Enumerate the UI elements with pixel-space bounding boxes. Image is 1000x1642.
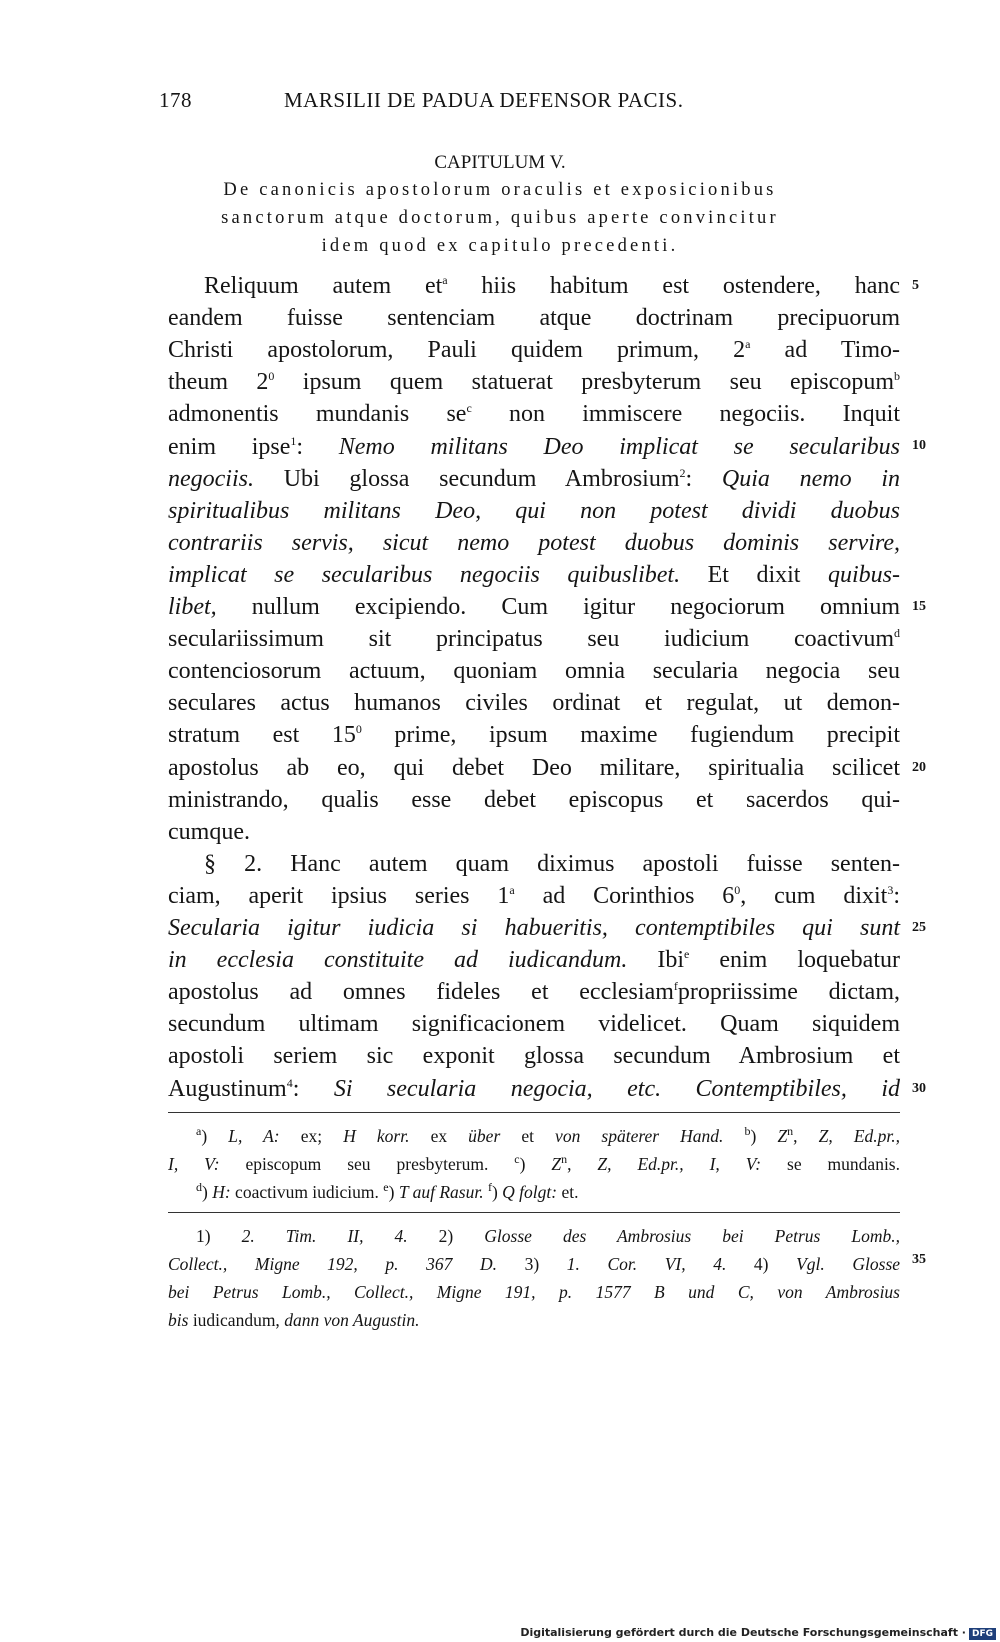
chapter-title: CAPITULUM V. [434,152,566,173]
margin-line-number: 10 [912,438,926,453]
text-segment: et. [557,1182,579,1202]
text-segment: 1) [196,1226,242,1246]
text-segment: ) [202,1182,213,1202]
text-segment: Vgl. Glosse [796,1254,901,1274]
chapter-subtitle-line: sanctorum atque doctorum, quibus aperte convincitur [221,208,779,228]
text-segment: ministrando, qualis esse debet episcopus et sacerdos qui- [168,786,900,813]
dfg-logo: DFG [969,1628,996,1640]
text-segment: Q folgt: [502,1182,558,1202]
text-segment: seculariissimum sit principatus seu iudicium coactivum [168,626,894,653]
text-segment: 3 [887,882,894,897]
body-line [168,464,900,494]
text-segment: H: [212,1182,231,1202]
text-segment: L, A: [228,1126,280,1146]
text-segment: 1. Cor. VI, 4. [566,1254,727,1274]
body-line [168,785,900,815]
text-segment: n [787,1124,794,1139]
text-segment: a [745,337,751,352]
text-segment: ) [201,1126,229,1146]
text-segment: Augustinum [168,1075,287,1102]
text-segment: e [383,1180,389,1195]
text-segment: ) [519,1154,552,1174]
body-line [168,399,900,429]
text-segment: § 2. Hanc autem quam diximus apostoli fuisse senten- [204,850,900,877]
text-segment: d [894,626,900,641]
text-segment: f [673,979,678,994]
text-segment: ciam, aperit ipsius series 1 [168,882,510,909]
margin-line-number: 20 [912,760,926,775]
text-segment: 1 [290,433,297,448]
text-segment: , [567,1154,598,1174]
body-line [168,432,900,462]
text-segment: Z, Ed.pr., I, V: [597,1154,762,1174]
margin-line-number: 30 [912,1081,926,1096]
text-segment: in ecclesia constituite ad iudicandum. [168,947,628,974]
text-segment: ad Timo- [750,337,900,364]
margin-line-number: 5 [912,278,919,293]
margin-line-number: 25 [912,920,926,935]
text-segment: 0 [734,882,741,897]
source-note-line [168,1310,900,1331]
text-segment: b [744,1124,751,1139]
text-segment: I, V: [168,1154,220,1174]
source-note-line [168,1254,900,1275]
text-segment: ex [409,1126,469,1146]
text-segment: cumque. [168,818,250,845]
text-segment: ) [491,1182,503,1202]
body-line [168,881,900,911]
text-segment: bis [168,1310,189,1330]
text-segment: theum 2 [168,369,269,396]
body-line [168,335,900,365]
body-line [168,592,900,622]
text-segment: Collect., Migne 192, p. 367 D. [168,1254,497,1274]
text-segment: libet, [168,594,217,620]
text-segment: admonentis mundanis se [168,401,467,428]
body-line [168,303,900,333]
text-segment: Glosse des Ambrosius bei Petrus Lomb., [484,1226,900,1246]
running-title: MARSILII DE PADUA DEFENSOR PACIS. [284,88,684,112]
text-segment: stratum est 15 [168,722,356,749]
text-segment: bei Petrus Lomb., Collect., Migne 191, p. 1577 B und C, von Ambrosius [168,1282,900,1302]
body-line [168,945,900,975]
text-segment: episcopum seu presbyterum. [219,1154,515,1174]
text-segment: eandem fuisse sentenciam atque doctrinam precipuorum [168,305,900,332]
text-segment: Secularia igitur iudicia si habueritis, contemptibiles qui sunt [168,915,900,941]
source-note-line [196,1226,900,1247]
body-line [168,977,900,1007]
text-segment: quibus- [828,561,900,588]
text-segment: enim loquebatur [689,947,900,974]
text-segment: , cum dixit [740,882,888,909]
text-segment: apostoli seriem sic exponit glossa secundum Ambrosium et [168,1043,900,1070]
text-segment: Quia nemo in [721,465,900,492]
text-segment: apostolus ab eo, qui debet Deo militare, spiritualia scilicet [168,754,900,781]
text-segment: 2. Tim. II, 4. [241,1226,408,1246]
text-segment: n [561,1152,568,1167]
text-segment: Christi apostolorum, Pauli quidem primum, 2 [168,337,746,364]
text-segment: apostolus ad omnes fideles et ecclesiam [168,979,674,1006]
critical-note-line [196,1126,900,1147]
text-segment: ad Corinthios 6 [514,882,735,909]
text-segment: f [487,1180,492,1195]
text-segment: : [296,433,339,460]
body-line [168,688,900,718]
text-segment: 4) [726,1254,797,1274]
text-segment: seculares actus humanos civiles ordinat et regulat, ut demon- [168,690,900,717]
text-segment: implicat se secularibus negociis quibuslibet. [168,561,681,588]
critical-note-line [196,1182,900,1203]
text-segment [723,1126,744,1146]
text-segment: a [196,1124,202,1139]
text-segment: 0 [268,369,275,384]
text-segment: Z [551,1154,562,1174]
body-line [168,1041,900,1071]
credit-text: Digitalisierung gefördert durch die Deutsche Forschungsgemeinschaft · [520,1626,966,1639]
text-segment: Et dixit [680,561,828,588]
text-segment: contenciosorum actuum, quoniam omnia secularia negocia seu [168,658,900,685]
text-segment: ) [388,1182,399,1202]
footnotes-divider [168,1212,900,1213]
text-segment: Nemo militans Deo implicat se secularibus [338,433,900,460]
margin-line-number: 15 [912,599,926,614]
body-line [204,271,900,301]
text-segment: d [196,1180,202,1195]
critical-note-line [168,1154,900,1175]
chapter-subtitle-line: idem quod ex capitulo precedenti. [321,236,679,256]
text-segment: nullum excipiendo. Cum igitur negociorum omnium [216,594,900,620]
text-segment: , [793,1126,819,1146]
body-line [168,817,900,847]
body-line [168,913,900,943]
text-segment: über [468,1126,501,1146]
text-segment: von späterer Hand. [555,1126,724,1146]
text-segment: T auf Rasur. [398,1182,484,1202]
text-segment: H korr. [343,1126,410,1146]
text-segment: prime, ipsum maxime fugiendum precipit [361,722,900,749]
text-segment: Z, Ed.pr., [818,1126,901,1146]
chapter-subtitle-line: De canonicis apostolorum oraculis et exposicionibus [223,180,777,200]
text-segment: spiritualibus militans Deo, qui non potest dividi duobus [168,497,900,524]
text-segment: 2) [407,1226,485,1246]
text-segment: enim ipse [168,433,291,460]
text-segment: propriissime dictam, [677,979,900,1006]
text-segment: : [292,1075,334,1102]
text-segment: non immiscere negociis. Inquit [471,401,900,428]
text-segment: et [500,1126,556,1146]
body-line [168,656,900,686]
text-segment: 3) [496,1254,567,1274]
text-segment: : [685,465,722,492]
body-line [168,367,900,397]
margin-line-number: 35 [912,1252,926,1267]
digitization-credit [520,1626,996,1640]
body-line [168,1074,900,1104]
text-segment: contrariis servis, sicut nemo potest duobus dominis servire, [168,529,900,556]
text-segment: negociis. [168,465,254,492]
page-number: 178 [159,88,192,112]
text-segment: 4 [286,1075,293,1090]
body-line [168,560,900,590]
text-segment: b [894,369,900,384]
text-segment: ex; [279,1126,344,1146]
text-segment: c [466,401,472,416]
text-segment: iudicandum, [188,1310,285,1330]
body-line [168,753,900,783]
text-segment: 2 [679,465,686,480]
text-segment: : [893,882,900,909]
text-segment: hiis habitum est ostendere, hanc [447,273,900,299]
text-segment: a [509,882,515,897]
text-segment: se mundanis. [761,1154,900,1174]
text-segment: Ibi [627,947,685,974]
text-segment: Si secularia negocia, etc. Contemptibiles, id [333,1075,900,1102]
body-line [204,849,900,879]
body-line [168,1009,900,1039]
body-line [168,720,900,750]
text-segment: Ubi glossa secundum Ambrosium [253,465,680,492]
body-line [168,624,900,654]
text-segment: 0 [355,722,362,737]
text-segment: Reliquum autem et [204,273,443,299]
body-line [168,528,900,558]
text-segment: e [684,947,690,962]
text-segment: a [442,273,448,287]
text-segment: ipsum quem statuerat presbyterum seu episcopum [274,369,894,396]
text-segment: c [514,1152,520,1167]
text-segment: dann von Augustin. [284,1310,420,1330]
text-segment: coactivum iudicium. [230,1182,384,1202]
text-segment: secundum ultimam significacionem videlicet. Quam siquidem [168,1011,900,1038]
body-line [168,496,900,526]
source-note-line [168,1282,900,1303]
notes-divider [168,1112,900,1113]
text-segment: ) [750,1126,778,1146]
text-segment: Z [777,1126,788,1146]
